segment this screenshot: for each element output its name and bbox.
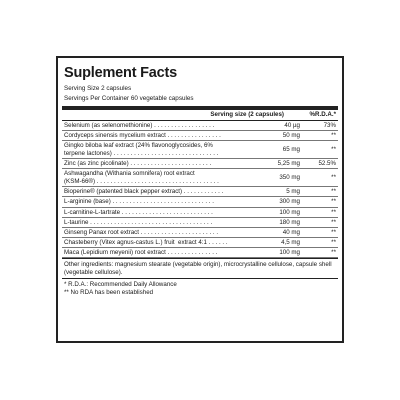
table-row bbox=[62, 121, 338, 131]
other-ingredients: Other ingredients: magnesium stearate (vegetable origin), microcrystalline cellulose, capsule shell (vegetable cellulose). bbox=[62, 258, 338, 278]
ingredient-amount: 100 mg bbox=[279, 249, 300, 257]
footnote-rda: * R.D.A.: Recommended Daily Allowance bbox=[64, 281, 177, 289]
ingredient-name: L-taurine . . . . . . . . . . . . . . . . . . . . . . . . . . . . . . . . . . . . bbox=[64, 218, 213, 226]
ingredient-rda: ** bbox=[331, 239, 336, 247]
rda-column-header: %R.D.A.* bbox=[309, 111, 336, 118]
ingredient-name: Bioperine® (patented black pepper extract) . . . . . . . . . . . . bbox=[64, 188, 224, 196]
serving-column-header: Serving size (2 capsules) bbox=[210, 111, 284, 118]
ingredient-amount: 5,25 mg bbox=[277, 160, 300, 168]
table-row bbox=[62, 141, 338, 159]
ingredient-amount: 40 µg bbox=[284, 122, 300, 129]
table-row bbox=[62, 218, 338, 228]
ingredient-rda: ** bbox=[331, 146, 336, 154]
supplement-facts-panel bbox=[56, 56, 344, 343]
ingredient-rda: ** bbox=[331, 249, 336, 257]
ingredient-rda: 73% bbox=[323, 122, 336, 129]
ingredient-amount: 65 mg bbox=[282, 146, 300, 154]
table-row bbox=[62, 208, 338, 218]
ingredient-name: Chasteberry (Vitex agnus-castus L.) fruit extract 4:1 . . . . . . bbox=[64, 239, 228, 247]
ingredient-amount: 4,5 mg bbox=[281, 239, 300, 247]
ingredient-amount: 50 mg bbox=[282, 132, 300, 140]
ingredient-name: Maca (Lepidium meyenii) root extract . . . . . . . . . . . . . . . bbox=[64, 249, 218, 257]
ingredient-rda: ** bbox=[331, 228, 336, 236]
footnote-no-rda: ** No RDA has been established bbox=[64, 289, 154, 297]
ingredient-name: L-arginine (base) . . . . . . . . . . . . . . . . . . . . . . . . . . . . . . bbox=[64, 198, 214, 206]
ingredient-rda: ** bbox=[331, 132, 336, 140]
ingredient-name: Zinc (as zinc picolinate) . . . . . . . . . . . . . . . . . . . . . . . . bbox=[64, 160, 212, 168]
ingredient-rows bbox=[62, 121, 338, 258]
panel-title: Suplement Facts bbox=[64, 65, 178, 81]
ingredient-name: L-carnitine-L-tartrate . . . . . . . . . . . . . . . . . . . . . . . . . . . bbox=[64, 208, 213, 216]
ingredient-name: Cordyceps sinensis mycelium extract . . . . . . . . . . . . . . . . bbox=[64, 132, 221, 140]
ingredient-rda: ** bbox=[331, 218, 336, 226]
ingredient-rda: ** bbox=[331, 188, 336, 196]
ingredient-amount: 100 mg bbox=[279, 208, 300, 216]
table-row bbox=[62, 169, 338, 187]
footnotes bbox=[62, 278, 338, 298]
ingredient-rda: 52.5% bbox=[318, 160, 336, 168]
ingredient-rda: ** bbox=[331, 174, 336, 182]
table-row bbox=[62, 248, 338, 258]
table-row bbox=[62, 187, 338, 197]
serving-size: Serving Size 2 capsules bbox=[64, 85, 132, 92]
ingredient-name: Ginseng Panax root extract . . . . . . . . . . . . . . . . . . . . . . . bbox=[64, 228, 219, 236]
ingredient-amount: 300 mg bbox=[279, 198, 300, 206]
table-row bbox=[62, 131, 338, 141]
ingredient-rda: ** bbox=[331, 208, 336, 216]
ingredient-amount: 40 mg bbox=[282, 228, 300, 236]
ingredient-name: Ashwagandha (Withania somnifera) root extract (KSM-66®) . . . . . . . . . . . . . . . . . . . . . . . . . . . . . . . . . . . . bbox=[64, 170, 219, 185]
ingredient-amount: 5 mg bbox=[286, 188, 300, 196]
ingredient-name: Selenium (as selenomethionine) . . . . . . . . . . . . . . . . . . bbox=[64, 122, 215, 129]
table-header bbox=[62, 110, 338, 121]
table-row bbox=[62, 197, 338, 207]
table-row bbox=[62, 228, 338, 238]
ingredient-rda: ** bbox=[331, 198, 336, 206]
table-row bbox=[62, 238, 338, 248]
servings-per-container: Servings Per Container 60 vegetable capsules bbox=[64, 94, 194, 102]
ingredient-amount: 350 mg bbox=[279, 174, 300, 182]
table-row bbox=[62, 159, 338, 169]
ingredient-name: Gingko biloba leaf extract (24% flavonoglycosides, 6% terpene lactones) . . . . . . . . . . . . . . . . . . . . . . . . . . . . . . . bbox=[64, 142, 219, 157]
ingredient-amount: 180 mg bbox=[279, 218, 300, 226]
